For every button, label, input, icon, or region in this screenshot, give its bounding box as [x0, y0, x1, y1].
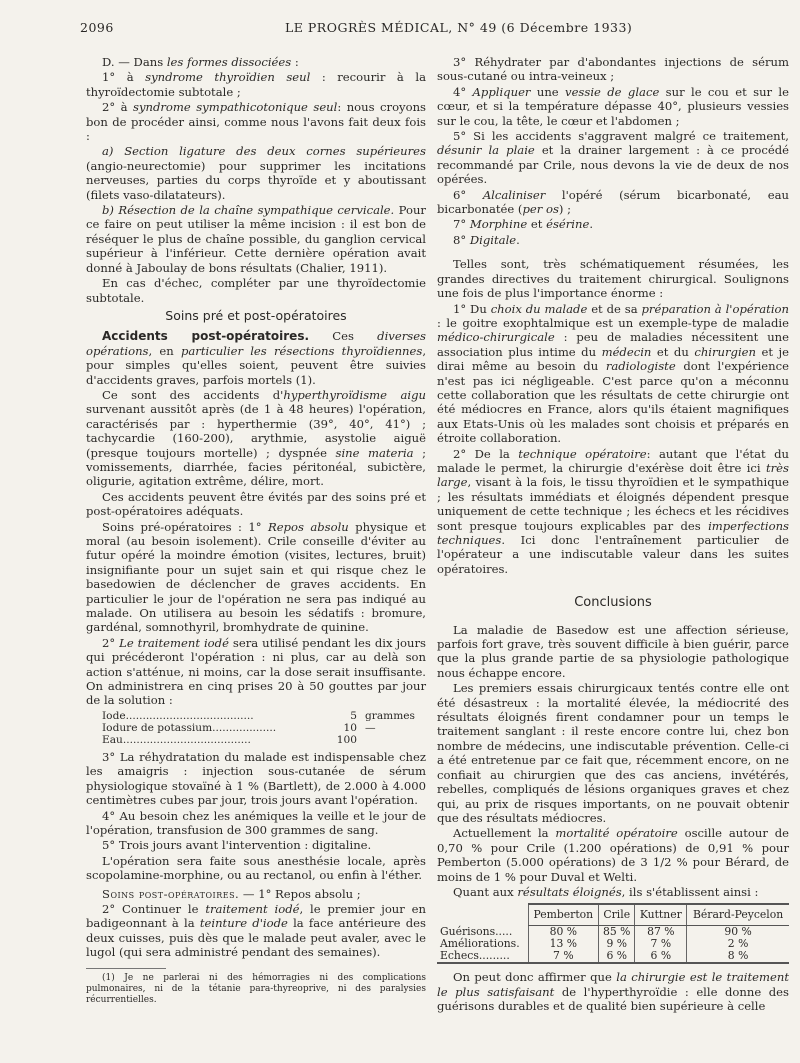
table-row	[437, 950, 789, 963]
paragraph: 2° Le traitement iodé sera utilisé pendant les dix jours qui précéderont l'opération : ni plus, car au delà son action s'atténue, ni moins, car la dose serait insuffisante. On administrera en cinq prises 20 à 50 gouttes par jour de la solution :	[86, 635, 426, 708]
column-header: Pemberton	[528, 904, 598, 926]
paragraph: La maladie de Basedow est une affection sérieuse, parfois fort grave, très souvent difficile à bien guérir, parce que la plus grande partie de sa physiologie pathologique nous échappe encore.	[437, 622, 789, 680]
table-cell: 85 %	[599, 926, 635, 939]
formula-row: Iode...................................... 5 grammes	[102, 709, 415, 722]
paragraph: On peut donc affirmer que la chirurgie est le traitement le plus satisfaisant de l'hyperthyroïdie : elle donne des guérisons durables et de qualité bien supérieure à celle	[437, 970, 790, 1014]
paragraph: 5° Si les accidents s'aggravent malgré ce traitement, désunir la plaie et la drainer largement : à ce procédé recommandé par Crile, nous devons la vie de deux de nos opérées.	[437, 129, 789, 187]
paragraph: D. — Dans les formes dissociées :	[102, 55, 299, 69]
paragraph: 2° Continuer le traitement iodé, le premier jour en badigeonnant à la teinture d'iode la face antérieure des deux cuisses, puis dès que le malade peut avaler, avec le lugol (qui sera administré pendant des semaines).	[86, 901, 426, 960]
table-cell: 13 %	[528, 938, 598, 950]
paragraph: 3° Réhydrater par d'abondantes injections de sérum sous-cutané ou intra-veineux ;	[437, 55, 789, 84]
paragraph: 4° Appliquer une vessie de glace sur le cou et sur le cœur, et si la température dépasse 40°, plusieurs vessies sur le cou, la tête, le cœur et l'abdomen ;	[437, 84, 790, 128]
paragraph: b) Résection de la chaîne sympathique cervicale. Pour ce faire on peut utiliser la même incision : il est bon de réséquer le plus de chaîne possible, du ganglion cervical supérieur à l'inférieur. Cette dernière opération avait donné à Jaboulay de bons résultats (Chalier, 1911).	[86, 203, 426, 275]
column-header	[437, 904, 528, 926]
table-cell: 80 %	[528, 926, 598, 939]
table-cell: 7 %	[635, 938, 687, 950]
paragraph: Actuellement la mortalité opératoire oscille autour de 0,70 % pour Crile (1.200 opérations) de 0,91 % pour Pemberton (5.000 opérations) de 3 1/2 % pour Bérard, de moins de 1 % pour Duval et Welti.	[437, 826, 790, 884]
paragraph: 2° à syndrome sympathicotonique seul: nous croyons bon de procéder ainsi, comme nous l'avons fait deux fois :	[86, 100, 426, 144]
formula-row: Eau...................................... 100	[102, 733, 357, 746]
paragraph: 3° La réhydratation du malade est indispensable chez les amaigris : injection sous-cutanée de sérum physiologique stovaïné à 1 % (Bartlett), de 2.000 à 4.000 centimètres cubes par jour, trois jours avant l'opération.	[86, 749, 426, 808]
paragraph: 8° Digitale.	[453, 232, 520, 247]
page-number: 2096	[80, 20, 114, 35]
paragraph: Les premiers essais chirurgicaux tentés contre elle ont été désastreux : la mortalité élevée, la médiocrité des résultats éloignés firent condamner pour un temps le traitement sanglant : il reste encore contre lui, chez bon nombre de médecins, une indiscutable prévention. Celle-ci a été entretenue par ce fait que, récemment encore, on ne confiait au chirurgien que des cas anciens, invétérés, rebelles, compliqués de lésions organiques graves et chez qui, au prix de risques importants, on ne pouvait obtenir que des résultats médiocres.	[437, 681, 789, 825]
row-label: Echecs.........	[437, 950, 528, 963]
results-table	[437, 903, 789, 964]
right-column	[437, 55, 789, 1015]
paragraph: En cas d'échec, compléter par une thyroïdectomie subtotale.	[86, 276, 426, 305]
paragraph: L'opération sera faite sous anesthésie locale, après scopolamine-morphine, ou au rectanol, ou enfin à l'éther.	[86, 853, 426, 883]
column-header: Crile	[599, 904, 635, 926]
table-cell: 9 %	[599, 938, 635, 950]
table-cell: 6 %	[635, 950, 687, 963]
row-label: Guérisons.....	[440, 925, 513, 939]
table-cell: 2 %	[687, 938, 789, 950]
paragraph: 6° Alcaliniser l'opéré (sérum bicarbonaté, eau bicarbonatée (per os) ;	[437, 187, 789, 217]
column-header: Kuttner	[635, 904, 687, 926]
running-header	[80, 20, 780, 40]
table-cell: 90 %	[687, 926, 789, 939]
footnote-divider	[86, 968, 166, 969]
row-label: Améliorations.	[440, 937, 520, 951]
paragraph: 5° Trois jours avant l'intervention : digitaline.	[102, 838, 372, 853]
section-heading: Soins pré et post-opératoires	[165, 307, 347, 323]
table-cell: 7 %	[528, 950, 598, 963]
formula-row: Iodure de potassium................... 10 —	[102, 721, 376, 734]
paragraph: Ce sont des accidents d'hyperthyroïdisme aigu survenant aussitôt après (de 1 à 48 heures) l'opération, caractérisés par : hyperthermie (39°, 40°, 41°) ; tachycardie (160-200), arythmie, asystolie aiguë (presque toujours mortelle) ; dyspnée sine materia ; vomissements, diarrhée, facies péritonéal, subictère, oligurie, agitation extrême, délire, mort.	[86, 387, 427, 489]
paragraph: 1° Du choix du malade et de sa préparation à l'opération : le goitre exophtalmique est un exemple-type de maladie médico-chirurgicale : peu de maladies nécessitent une association plus intime du médecin et du chirurgien et je dirai même au besoin du radiologiste dont l'expérience n'est pas ici négligeable. C'est parce qu'on a méconnu cette collaboration que les résultats de cette chirurgie ont été médiocres en France, alors qu'ils étaient magnifiques aux Etats-Unis où les malades sont choisis et préparés en étroite collaboration.	[437, 301, 790, 446]
iodine-formula	[102, 710, 426, 746]
paragraph: 2° De la technique opératoire: autant que l'état du malade le permet, la chirurgie d'exérèse doit être ici très large, visant à la fois, le tissu thyroïdien et le sympathique ; les résultats immédiats et éloignés dépendent presque uniquement de cette technique ; les échecs et les récidives sont presque toujours explicables par des imperfections techniques. Ici donc l'entraînement particulier de l'opérateur a une indiscutable valeur dans les suites opératoires.	[437, 446, 789, 576]
paragraph: Accidents post-opératoires. Ces diverses opérations, en particulier les résections thyroïdiennes, pour simples qu'elles soient, peuvent être suivies d'accidents graves, parfois mortels (1).	[86, 329, 426, 387]
left-column	[86, 55, 426, 1007]
paragraph: 1° à syndrome thyroïdien seul : recourir à la thyroïdectomie subtotale ;	[86, 70, 426, 99]
column-header: Bérard-Peycelon	[687, 904, 789, 926]
section-heading: Conclusions	[574, 595, 652, 611]
paragraph: Quant aux résultats éloignés, ils s'établissent ainsi :	[453, 884, 759, 899]
paragraph: Soins post-opératoires. — 1° Repos absolu ;	[102, 886, 361, 901]
paragraph: Telles sont, très schématiquement résumées, les grandes directives du traitement chirurgical. Soulignons une fois de plus l'importance énorme :	[437, 257, 789, 301]
table-cell: 6 %	[599, 950, 635, 963]
paragraph: 7° Morphine et ésérine.	[453, 217, 594, 232]
paragraph: a) Section ligature des deux cornes supérieures (angio-neurectomie) pour supprimer les incitations nerveuses, parties du corps thyroïde et y aboutissant (filets vaso-dilatateurs).	[86, 144, 426, 202]
table-header-row	[437, 904, 789, 926]
table-cell: 8 %	[687, 950, 789, 963]
table-cell: 87 %	[635, 926, 687, 939]
paragraph: Ces accidents peuvent être évités par des soins pré et post-opératoires adéquats.	[86, 489, 426, 519]
footnote: (1) Je ne parlerai ni des hémorragies ni des complications pulmonaires, ni de la tétanie para-thyreoprive, ni des paralysies récurrentielles.	[86, 972, 426, 1005]
paragraph: 4° Au besoin chez les anémiques la veille et le jour de l'opération, transfusion de 300 grammes de sang.	[86, 808, 426, 837]
paragraph: Soins pré-opératoires : 1° Repos absolu physique et moral (au besoin isolement). Crile conseille d'éviter au futur opéré la moindre émotion (visites, lectures, bruit) insignifiante pour un sujet sain et qui risque chez le basedowien de déclencher de graves accidents. En particulier le jour de l'opération ne sera pas indiqué au malade. On utilisera au besoin les sédatifs : bromure, gardénal, somnothyril, bromhydrate de quinine.	[86, 519, 426, 635]
running-title: LE PROGRÈS MÉDICAL, N° 49 (6 Décembre 1933)	[285, 20, 633, 35]
